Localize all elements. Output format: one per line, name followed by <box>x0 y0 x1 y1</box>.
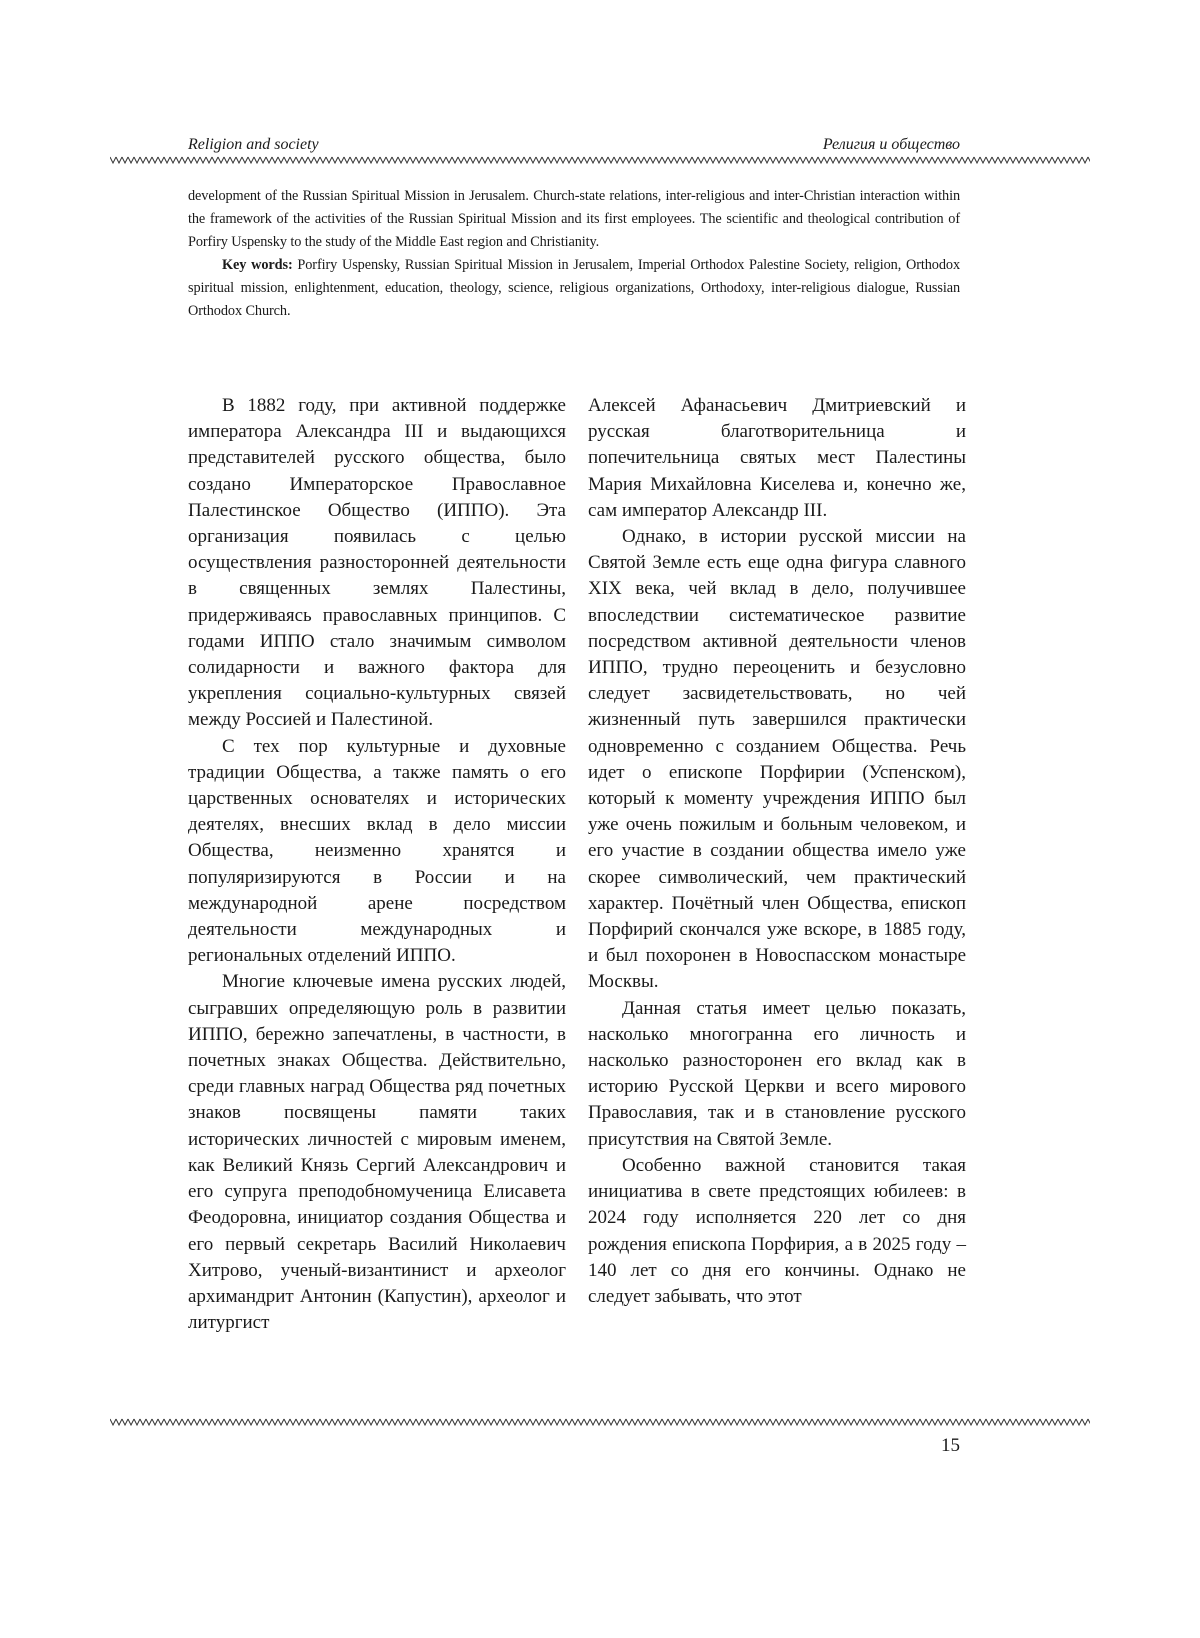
paragraph: С тех пор культурные и духовные традиции Общества, а также память о его царственных основателях и исторических деятелях, внесших вклад в дело миссии Общества, неизменно хранятся и популяризируются в России и на международной арене посредством деятельности международных и региональных отделений ИППО. <box>188 735 566 967</box>
ornamental-rule-bottom <box>110 1417 1090 1427</box>
header-section-en: Religion and society <box>188 136 319 153</box>
paragraph: Однако, в истории русской миссии на Святой Земле есть еще одна фигура славного XIX века, чей вклад в дело, получившее впоследствии систематическое развитие посредством активной деятельности членов ИППО, трудно переоценить и безусловно следует засвидетельствовать, но чей жизненный путь завершился практически одновременно с созданием Общества. Речь идет о епископе Порфирии (Успенском), который к моменту учреждения ИППО был уже очень пожилым и больным человеком, и его участие в создании общества имело уже скорее символический, чем практический характер. Почётный член Общества, епископ Порфирий скончался уже вскоре, в 1885 году, и был похоронен в Новоспасском монастыре Москвы. <box>588 526 966 993</box>
abstract-block <box>188 185 960 323</box>
paragraph: Данная статья имеет целью показать, насколько многогранна его личность и насколько разносторонен его вклад как в историю Русской Церкви и всего мирового Православия, так и в становление русского присутствия на Святой Земле. <box>588 997 966 1150</box>
paragraph-continued: Алексей Афанасьевич Дмитриевский и русская благотворительница и попечительница святых мест Палестины Мария Михайловна Киселева и, конечно же, сам император Александр III. <box>588 395 966 521</box>
text-column-left <box>188 393 566 1336</box>
ornamental-rule-top <box>110 155 1090 165</box>
abstract-text: development of the Russian Spiritual Mission in Jerusalem. Church-state relations, inter-religious and inter-Christian interaction within the framework of the activities of the Russian Spiritual Mission and its first employees. The scientific and theological contribution of Porfiry Uspensky to the study of the Middle East region and Christianity. <box>188 188 960 250</box>
header-section-ru: Религия и общество <box>822 136 960 153</box>
text-column-right <box>588 393 966 1310</box>
page-number: 15 <box>941 1435 960 1456</box>
keywords-label: Key words: <box>222 257 293 273</box>
keywords-paragraph <box>188 254 960 323</box>
paragraph: Многие ключевые имена русских людей, сыгравших определяющую роль в развитии ИППО, бережно запечатлены, в частности, в почетных знаках Общества. Действительно, среди главных наград Общества ряд почетных знаков посвящены памяти таких исторических личностей с мировым именем, как Великий Князь Сергий Александрович и его супруга преподобномученица Елисавета Феодоровна, инициатор создания Общества и его первый секретарь Василий Николаевич Хитрово, ученый-византинист и археолог архимандрит Антонин (Капустин), археолог и литургист <box>188 971 566 1334</box>
paragraph: Особенно важной становится такая инициатива в свете предстоящих юбилеев: в 2024 году исполняется 220 лет со дня рождения епископа Порфирия, а в 2025 году – 140 лет со дня его кончины. Однако не следует забывать, что этот <box>588 1154 966 1307</box>
keywords-text: Porfiry Uspensky, Russian Spiritual Mission in Jerusalem, Imperial Orthodox Palestine Society, religion, Orthodox spiritual mission, enlightenment, education, theology, science, religious organizations, Orthodoxy, inter-religious dialogue, Russian Orthodox Church. <box>188 257 960 319</box>
paragraph: В 1882 году, при активной поддержке императора Александра III и выдающихся представителей русского общества, было создано Императорское Православное Палестинское Общество (ИППО). Эта организация появилась с целью осуществления разносторонней деятельности в священных землях Палестины, придерживаясь православных принципов. С годами ИППО стало значимым символом солидарности и важного фактора для укрепления социально-культурных связей между Россией и Палестиной. <box>188 395 566 731</box>
